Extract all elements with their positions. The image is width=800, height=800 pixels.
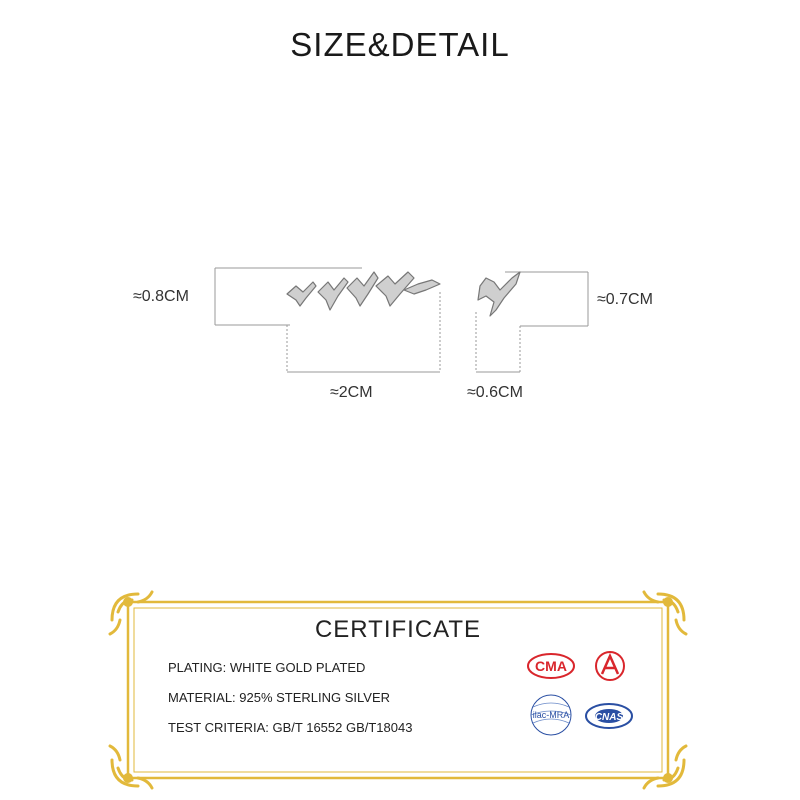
left-height-guide (215, 268, 362, 325)
right-height-label: ≈0.7CM (597, 291, 653, 308)
single-swallow-earring (478, 272, 520, 316)
svg-text:CMA: CMA (535, 658, 567, 674)
right-width-guide (476, 312, 520, 372)
swallow-climber-earring (287, 272, 440, 310)
page-title: SIZE&DETAIL (290, 26, 510, 63)
material-text: MATERIAL: 925% STERLING SILVER (168, 690, 391, 705)
ilac-mra-logo-icon (527, 693, 575, 737)
svg-text:ilac-MRA: ilac-MRA (532, 710, 570, 720)
right-width-label: ≈0.6CM (467, 384, 523, 401)
left-width-label: ≈2CM (330, 384, 373, 401)
test-criteria-text: TEST CRITERIA: GB/T 16552 GB/T18043 (168, 720, 413, 735)
left-width-guide (287, 292, 440, 372)
left-height-label: ≈0.8CM (133, 288, 189, 305)
cal-logo-icon (588, 650, 632, 682)
certificate-title: CERTIFICATE (314, 616, 482, 643)
cma-logo-icon (526, 652, 576, 680)
svg-text:CNAS: CNAS (594, 712, 624, 723)
plating-text: PLATING: WHITE GOLD PLATED (168, 660, 366, 675)
cnas-logo-icon (584, 700, 634, 732)
